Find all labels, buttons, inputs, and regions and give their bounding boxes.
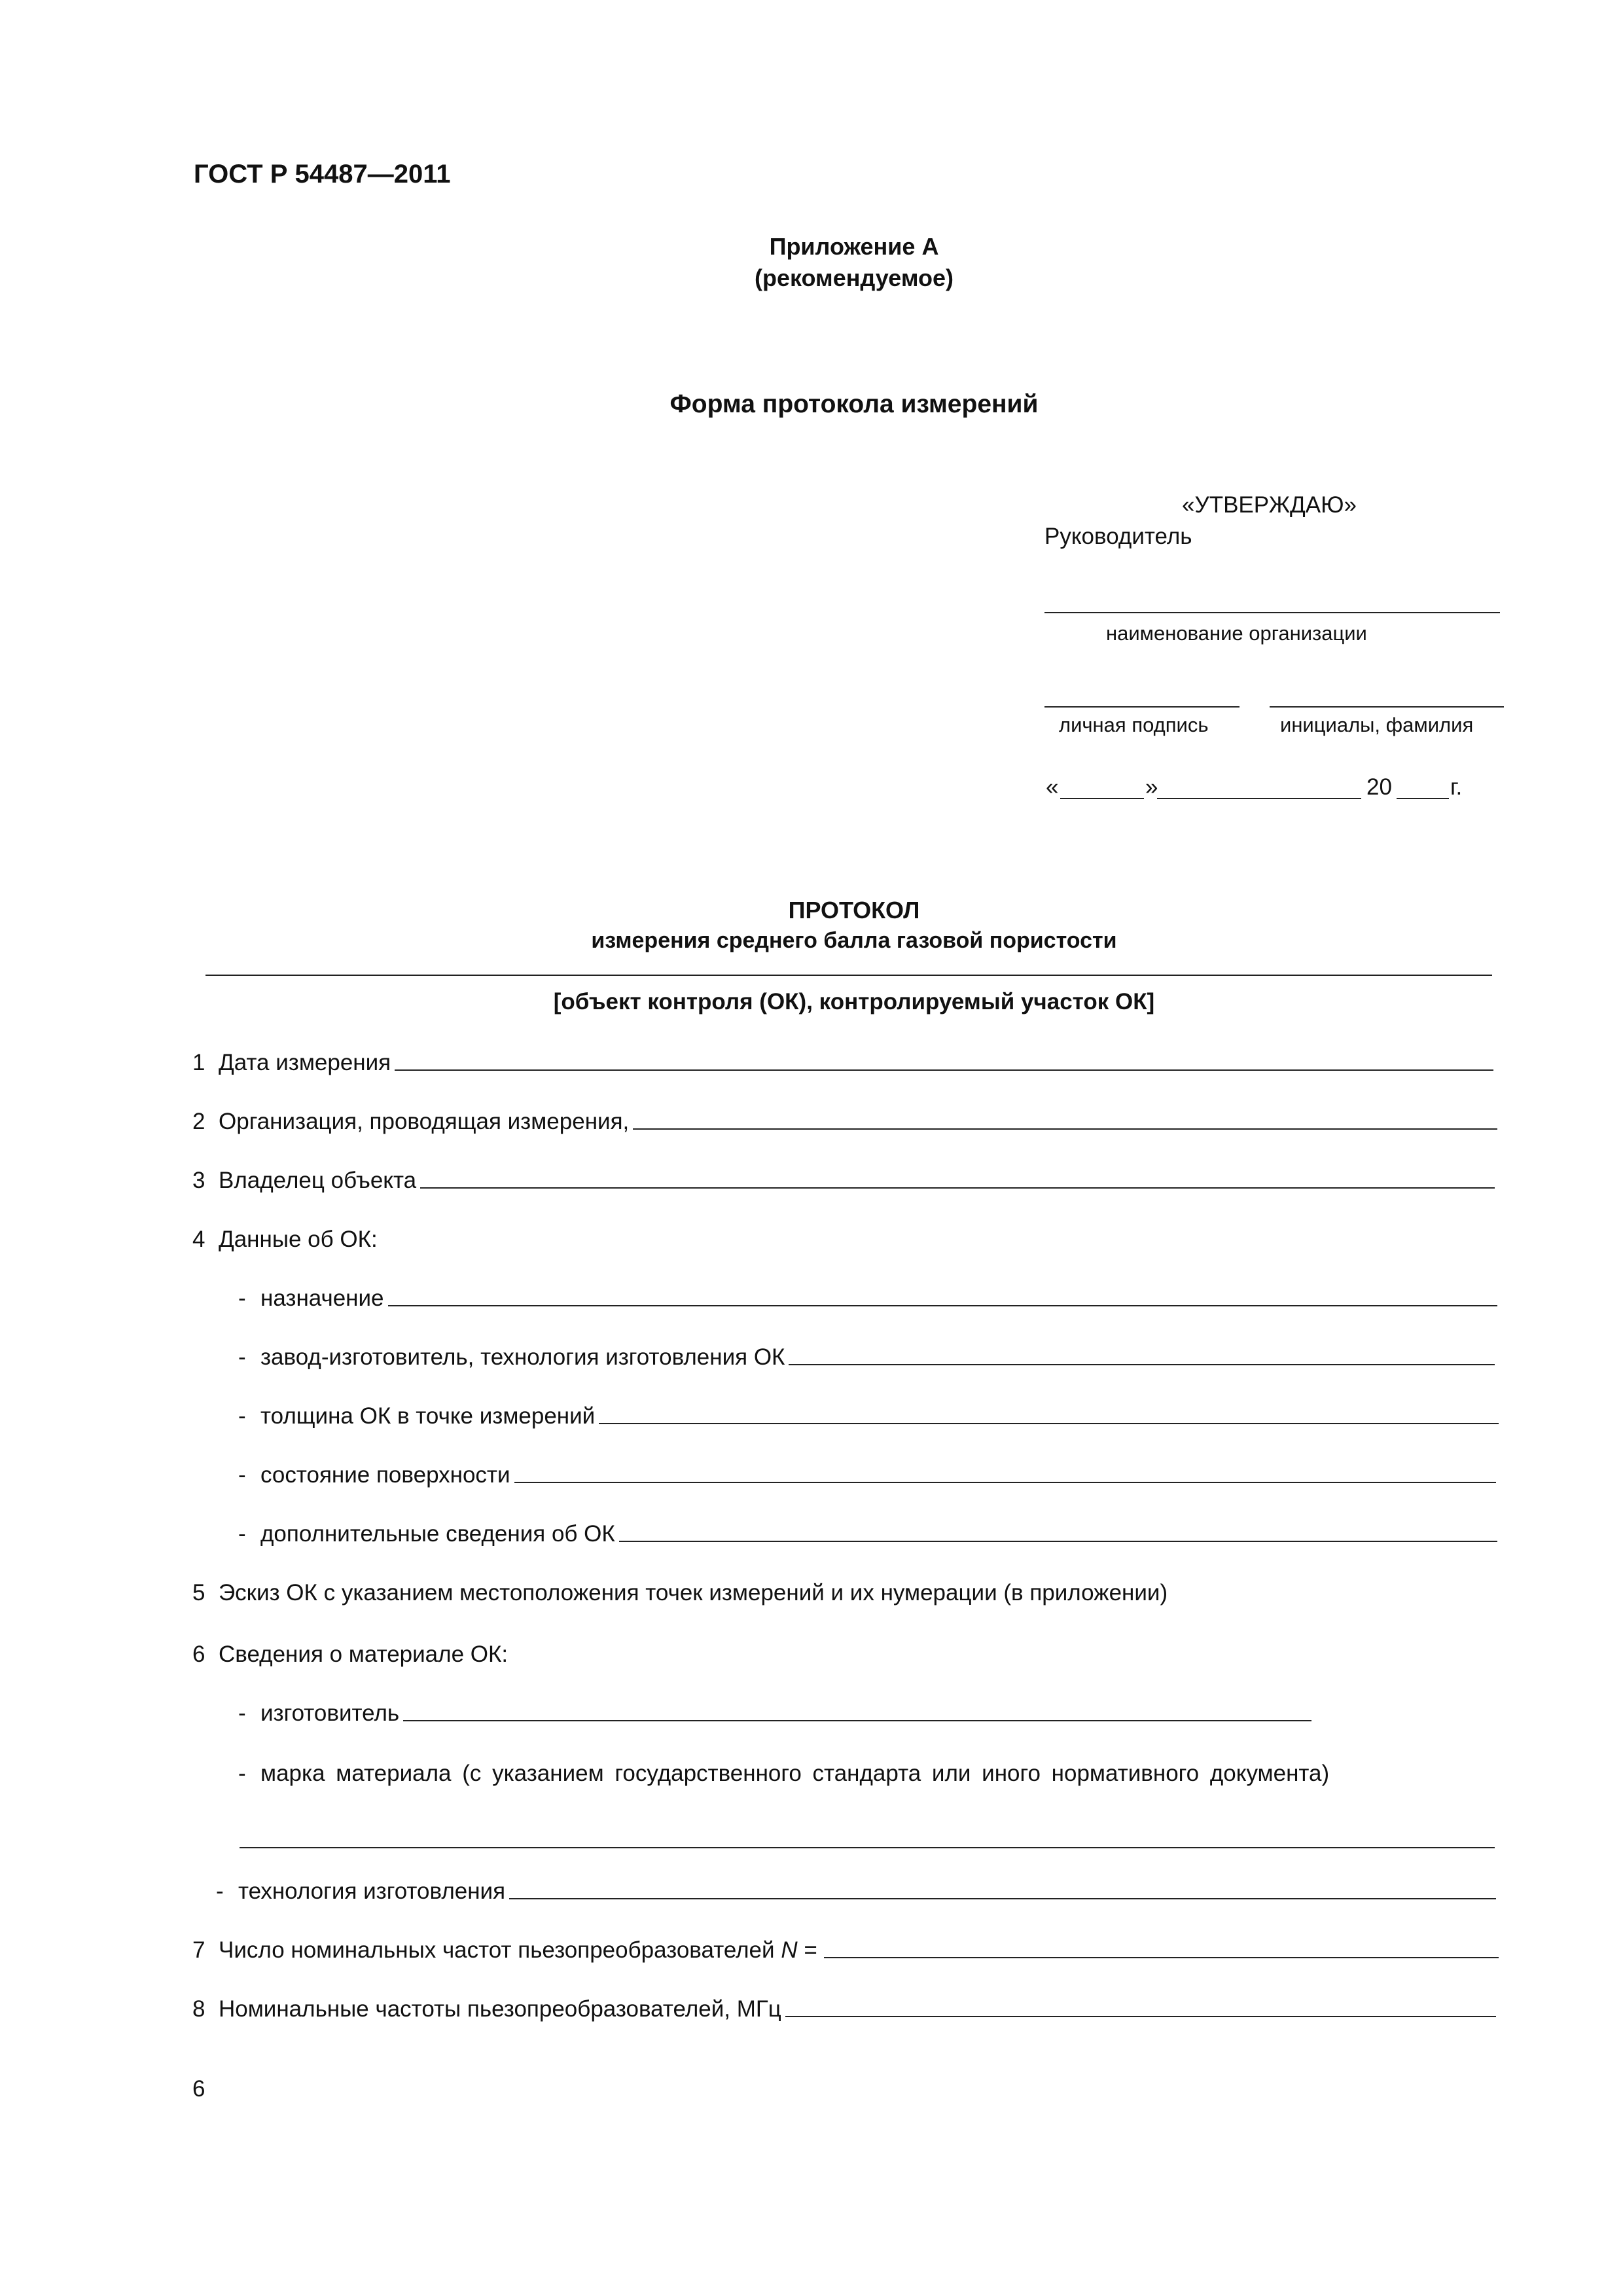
item-label: Эскиз ОК с указанием местоположения точек измерений и их нумерации (в приложении): [219, 1580, 1168, 1605]
bullet-dash: -: [216, 1878, 224, 1904]
section-material-data: [192, 1636, 1495, 1668]
field-frequency-count: [192, 1932, 1499, 1964]
signature-caption: личная подпись: [1059, 713, 1209, 736]
item-number: 3: [192, 1168, 205, 1193]
bullet-dash: -: [238, 1761, 246, 1786]
field-label: состояние поверхности: [260, 1462, 510, 1488]
field-material-manufacturer: [238, 1695, 1311, 1727]
bullet-dash: -: [238, 1521, 246, 1547]
fill-line[interactable]: [619, 1541, 1497, 1542]
field-manufacturer-technology: [238, 1339, 1495, 1371]
field-label: Владелец объекта: [219, 1168, 417, 1193]
item-sketch: [192, 1575, 1495, 1606]
field-label: Организация, проводящая измерения,: [219, 1109, 630, 1134]
item-number: 6: [192, 1641, 205, 1667]
fill-line[interactable]: [785, 2016, 1496, 2017]
fill-line[interactable]: [633, 1128, 1497, 1130]
item-number: 5: [192, 1580, 205, 1605]
field-label: Дата измерения: [219, 1050, 391, 1075]
field-material-grade: [238, 1755, 1495, 1787]
variable-n: N: [781, 1937, 798, 1963]
section-label: Данные об ОК:: [219, 1227, 378, 1252]
section-object-data: [192, 1221, 1495, 1253]
appendix-subtitle: (рекомендуемое): [755, 264, 954, 291]
material-grade-fill-line[interactable]: [240, 1847, 1495, 1848]
org-name-line[interactable]: [1044, 612, 1500, 613]
fill-line[interactable]: [789, 1364, 1495, 1365]
field-measurement-date: [192, 1045, 1493, 1076]
date-close-quote: »: [1145, 774, 1158, 800]
field-label: марка материала (с указанием государственного стандарта или иного нормативного документа): [260, 1761, 1330, 1786]
object-control-line[interactable]: [205, 975, 1492, 976]
item-number: 2: [192, 1109, 205, 1134]
item-number: 4: [192, 1227, 205, 1252]
field-purpose: [238, 1280, 1497, 1312]
date-month-line[interactable]: [1157, 798, 1361, 799]
full-name-line[interactable]: [1270, 706, 1504, 708]
field-object-owner: [192, 1162, 1495, 1194]
full-name-caption: инициалы, фамилия: [1280, 713, 1474, 736]
page-number: 6: [192, 2076, 205, 2102]
fill-line[interactable]: [403, 1720, 1311, 1721]
date-open-quote: «: [1046, 774, 1059, 800]
appendix-title: Приложение А: [769, 233, 939, 260]
bullet-dash: -: [238, 1344, 246, 1370]
field-measuring-organization: [192, 1103, 1497, 1135]
fill-line[interactable]: [599, 1423, 1499, 1424]
equals-sign: =: [797, 1937, 817, 1963]
item-number: 1: [192, 1050, 205, 1075]
field-label: завод-изготовитель, технология изготовления ОК: [260, 1344, 785, 1370]
field-thickness: [238, 1398, 1499, 1429]
field-manufacturing-technology: [216, 1873, 1496, 1905]
form-title: Форма протокола измерений: [669, 390, 1039, 418]
field-surface-condition: [238, 1457, 1496, 1488]
field-label: изготовитель: [260, 1700, 400, 1726]
standard-number: ГОСТ Р 54487—2011: [194, 160, 451, 188]
fill-line[interactable]: [420, 1187, 1495, 1189]
field-nominal-frequencies: [192, 1991, 1496, 2022]
item-number: 7: [192, 1937, 205, 1963]
protocol-subtitle: измерения среднего балла газовой пористости: [591, 928, 1117, 953]
fill-line[interactable]: [514, 1482, 1496, 1483]
bullet-dash: -: [238, 1700, 246, 1726]
signature-line[interactable]: [1044, 706, 1240, 708]
date-year-prefix: 20: [1366, 774, 1392, 800]
bullet-dash: -: [238, 1403, 246, 1429]
field-label: дополнительные сведения об ОК: [260, 1521, 615, 1547]
fill-line[interactable]: [824, 1957, 1499, 1958]
item-number: 8: [192, 1996, 205, 2022]
date-year-suffix: г.: [1450, 774, 1463, 800]
field-label: технология изготовления: [238, 1878, 506, 1904]
section-label: Сведения о материале ОК:: [219, 1641, 508, 1667]
bullet-dash: -: [238, 1462, 246, 1488]
approval-role: Руководитель: [1044, 524, 1192, 549]
field-label: Номинальные частоты пьезопреобразователей, МГц: [219, 1996, 781, 2022]
field-label: назначение: [260, 1285, 384, 1311]
protocol-title: ПРОТОКОЛ: [788, 897, 920, 924]
date-day-line[interactable]: [1060, 798, 1144, 799]
date-year-line[interactable]: [1397, 798, 1449, 799]
bullet-dash: -: [238, 1285, 246, 1311]
fill-line[interactable]: [388, 1305, 1497, 1306]
fill-line[interactable]: [509, 1898, 1496, 1899]
fill-line[interactable]: [395, 1069, 1493, 1071]
field-label: [219, 1937, 824, 1964]
approval-stamp: «УТВЕРЖДАЮ»: [1182, 492, 1357, 518]
field-label: толщина ОК в точке измерений: [260, 1403, 596, 1429]
org-name-caption: наименование организации: [1106, 622, 1367, 645]
field-label-text: Число номинальных частот пьезопреобразователей: [219, 1937, 775, 1963]
field-additional-info: [238, 1516, 1497, 1547]
object-control-caption: [объект контроля (ОК), контролируемый участок ОК]: [553, 989, 1155, 1014]
